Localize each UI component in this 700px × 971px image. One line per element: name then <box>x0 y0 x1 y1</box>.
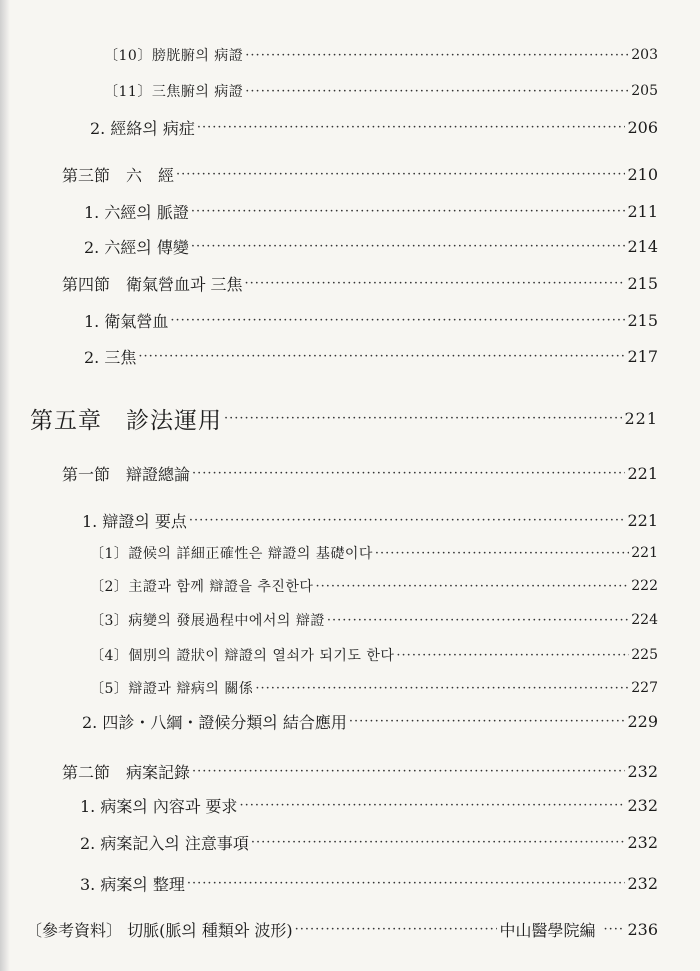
toc-entry <box>104 76 658 106</box>
toc-entry <box>90 673 658 703</box>
toc-entry-title: 〔2〕主證과 함께 辯證을 추진한다 <box>90 579 314 595</box>
toc-entry-page: 221 <box>627 510 658 530</box>
dot-leader <box>187 876 626 891</box>
toc-entry-page: 229 <box>627 711 658 731</box>
toc-entry-title: 2. 三焦 <box>84 347 137 367</box>
toc-entry-title: 〔參考資料〕 切脈(脈의 種類와 波形) <box>26 920 293 940</box>
toc-entry-title: 第二節 病案記錄 <box>62 762 191 782</box>
toc-entry-reference <box>26 914 658 944</box>
toc-entry-title: 1. 六經의 脈證 <box>84 202 189 222</box>
toc-entry-page: 232 <box>627 761 658 781</box>
toc-entry-editor: 中山醫學院編 <box>499 920 596 940</box>
toc-entry-page: 221 <box>627 463 658 483</box>
dot-leader <box>176 167 625 182</box>
dot-leader <box>197 120 626 135</box>
toc-entry-title: 2. 病案記入의 注意事項 <box>80 833 249 853</box>
toc-entry <box>90 640 658 670</box>
toc-entry-title: 〔10〕膀胱腑의 病證 <box>104 48 244 64</box>
dot-leader <box>375 546 629 561</box>
toc-entry-title: 2. 四診・八綱・證候分類의 結合應用 <box>82 712 347 732</box>
toc-entry-page: 214 <box>627 236 658 256</box>
toc-entry <box>80 868 658 898</box>
toc-entry <box>82 706 658 736</box>
dot-leader <box>192 466 625 481</box>
chapter-heading <box>30 400 658 436</box>
toc-entry-page: 211 <box>627 201 658 221</box>
toc-entry-title: 〔5〕辯證과 辯病의 關係 <box>90 681 254 697</box>
dot-leader <box>239 798 625 813</box>
dot-leader <box>189 513 626 528</box>
toc-entry <box>84 196 658 226</box>
toc-entry-page: 215 <box>627 273 658 293</box>
toc-entry-title: 第五章 診法運用 <box>30 407 222 434</box>
toc-entry <box>62 756 658 786</box>
toc-entry-page: 224 <box>631 612 658 628</box>
dot-leader <box>245 48 629 63</box>
toc-entry <box>62 458 658 488</box>
toc-entry-title: 〔4〕個別의 證狀이 辯證의 열쇠가 되기도 한다 <box>90 648 395 664</box>
dot-leader <box>245 276 626 291</box>
toc-entry <box>90 538 658 568</box>
dot-leader <box>251 835 626 850</box>
toc-entry <box>84 231 658 261</box>
toc-entry-title: 〔3〕病變의 發展過程中에서의 辯證 <box>90 613 325 629</box>
dot-leader <box>327 613 629 628</box>
toc-entry-page: 232 <box>627 873 658 893</box>
toc-entry-page: 222 <box>631 578 658 594</box>
dot-leader <box>192 764 625 779</box>
toc-entry <box>84 341 658 371</box>
toc-entry <box>104 40 658 70</box>
dot-leader <box>191 239 626 254</box>
toc-entry <box>80 827 658 857</box>
toc-entry-title: 3. 病案의 整理 <box>80 874 185 894</box>
toc-entry-title: 2. 六經의 傳變 <box>84 237 189 257</box>
dot-leader <box>245 84 629 99</box>
toc-entry <box>90 605 658 635</box>
toc-entry-page: 206 <box>627 117 658 137</box>
dot-leader <box>603 922 625 937</box>
dot-leader <box>349 714 626 729</box>
toc-entry-title: 2. 經絡의 病症 <box>90 118 195 138</box>
toc-entry-title: 第一節 辯證總論 <box>62 464 191 484</box>
toc-entry-title: 第四節 衛氣營血과 三焦 <box>62 274 243 294</box>
toc-entry-title: 1. 病案의 內容과 要求 <box>80 796 238 816</box>
dot-leader <box>315 579 629 594</box>
toc-entry <box>80 790 658 820</box>
toc-entry-title: 1. 衛氣營血 <box>84 311 169 331</box>
toc-entry-page: 225 <box>631 647 658 663</box>
toc-entry-title: 〔11〕三焦腑의 病證 <box>104 84 244 100</box>
dot-leader <box>170 313 625 328</box>
toc-entry-page: 217 <box>627 346 658 366</box>
dot-leader <box>396 648 629 663</box>
toc-entry <box>82 505 658 535</box>
toc-entry-page: 205 <box>631 83 658 99</box>
dot-leader <box>224 411 622 426</box>
toc-entry-page: 227 <box>631 680 658 696</box>
toc-entry-page: 232 <box>627 795 658 815</box>
dot-leader <box>191 204 626 219</box>
toc-entry <box>62 268 658 298</box>
toc-entry-page: 203 <box>631 47 658 63</box>
toc-entry <box>90 112 658 142</box>
toc-entry-title: 1. 辯證의 要点 <box>82 511 187 531</box>
toc-entry-title: 第三節 六 經 <box>62 165 175 185</box>
toc-entry-page: 232 <box>627 832 658 852</box>
toc-entry-page: 215 <box>627 310 658 330</box>
toc-entry <box>62 159 658 189</box>
dot-leader <box>255 681 629 696</box>
toc-entry-title: 〔1〕證候의 詳細正確性은 辯證의 基礎이다 <box>90 546 373 562</box>
toc-entry-page: 221 <box>631 545 658 561</box>
dot-leader <box>295 922 498 937</box>
toc-entry-page: 210 <box>627 164 658 184</box>
toc-entry-page: 221 <box>624 408 658 428</box>
dot-leader <box>138 349 625 364</box>
toc-entry <box>90 571 658 601</box>
toc-entry <box>84 305 658 335</box>
toc-entry-page: 236 <box>627 919 658 939</box>
